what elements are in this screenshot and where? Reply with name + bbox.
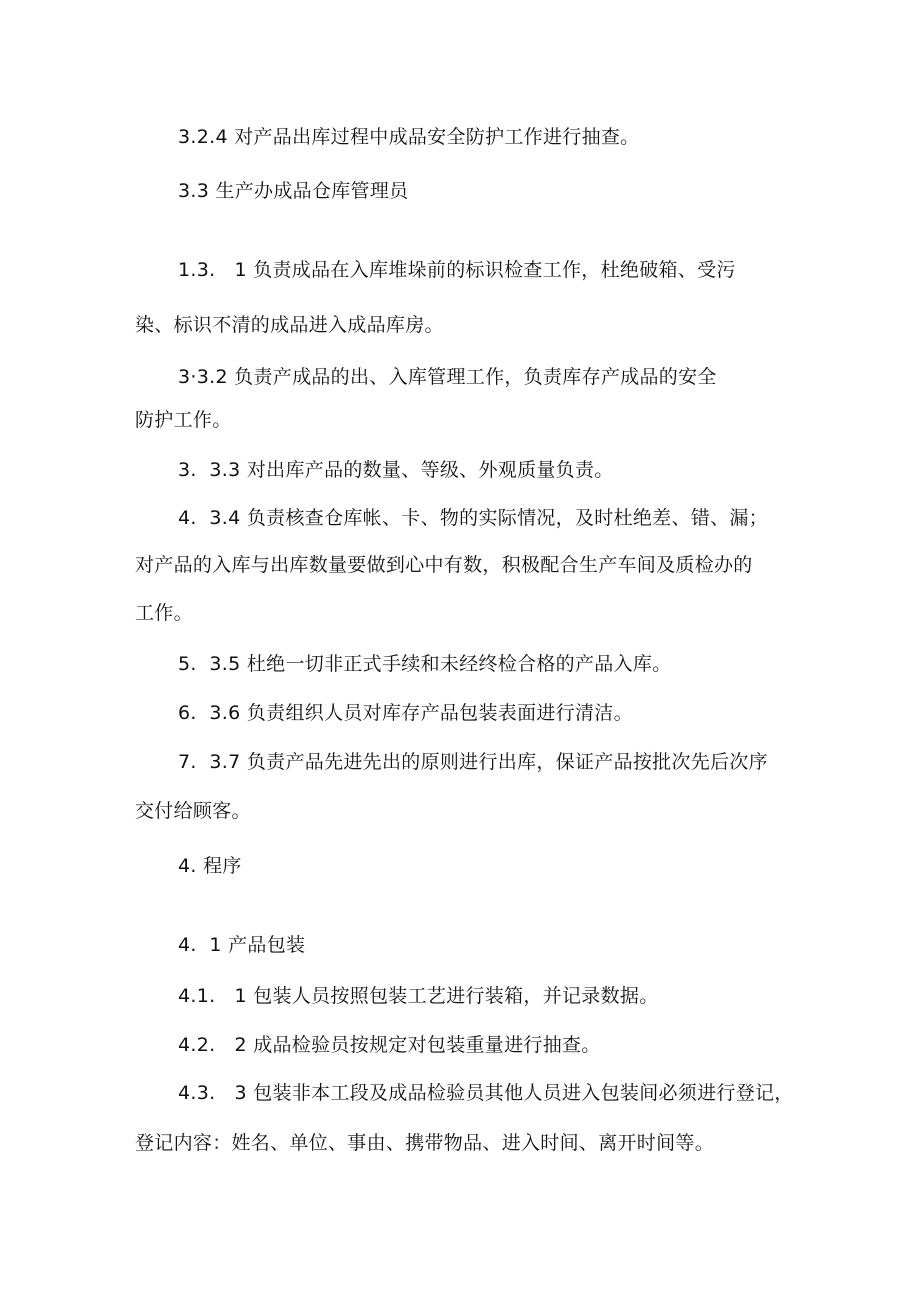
- clause-3-3-6: 6. 3.6 负责组织人员对库存产品包装表面进行清洁。: [178, 702, 633, 724]
- clause-3-3-4-line-3: 工作。: [135, 602, 193, 624]
- clause-3-3-4-line-2: 对产品的入库与出库数量要做到心中有数，积极配合生产车间及质检办的: [135, 554, 753, 576]
- clause-4-1-2: 4.2. 2 成品检验员按规定对包装重量进行抽查。: [178, 1034, 601, 1056]
- section-4-1-heading: 4. 1 产品包装: [178, 934, 306, 956]
- section-3-3-heading: 3.3 生产办成品仓库管理员: [178, 180, 409, 202]
- clause-3-3-5: 5. 3.5 杜绝一切非正式手续和未经终检合格的产品入库。: [178, 653, 672, 675]
- section-4-heading: 4. 程序: [178, 855, 242, 877]
- clause-3-3-2-line-2: 防护工作。: [135, 409, 232, 431]
- clause-3-3-2-line-1: 3·3.2 负责产成品的出、入库管理工作，负责库存产成品的安全: [178, 366, 717, 388]
- clause-3-2-4: 3.2.4 对产品出库过程中成品安全防护工作进行抽查。: [178, 126, 640, 148]
- clause-4-1-1: 4.1. 1 包装人员按照包装工艺进行装箱，并记录数据。: [178, 985, 659, 1007]
- clause-3-3-7-line-1: 7. 3.7 负责产品先进先出的原则进行出库，保证产品按批次先后次序: [178, 751, 768, 773]
- clause-3-3-7-line-2: 交付给顾客。: [135, 800, 251, 822]
- clause-3-3-1-line-1: 1.3. 1 负责成品在入库堆垛前的标识检查工作，杜绝破箱、受污: [178, 259, 736, 281]
- clause-3-3-3: 3. 3.3 对出库产品的数量、等级、外观质量负责。: [178, 459, 614, 481]
- clause-4-1-3-line-1: 4.3. 3 包装非本工段及成品检验员其他人员进入包装间必须进行登记，: [178, 1082, 794, 1104]
- clause-3-3-4-line-1: 4. 3.4 负责核查仓库帐、卡、物的实际情况，及时杜绝差、错、漏；: [178, 507, 768, 529]
- clause-3-3-1-line-2: 染、标识不清的成品进入成品库房。: [135, 314, 444, 336]
- clause-4-1-3-line-2: 登记内容：姓名、单位、事由、携带物品、进入时间、离开时间等。: [135, 1132, 715, 1154]
